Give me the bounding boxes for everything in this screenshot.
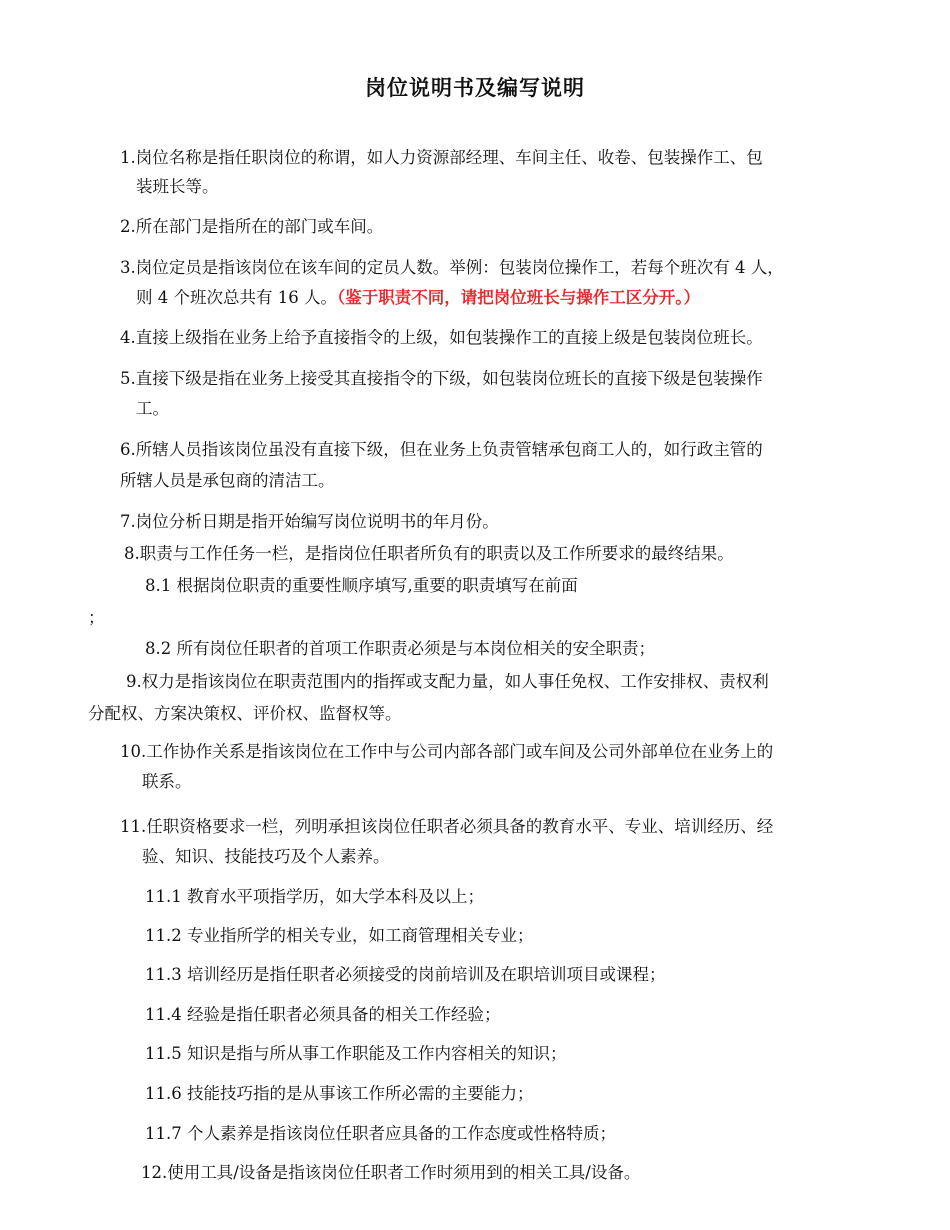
item-3-line-1: 3.岗位定员是指该岗位在该车间的定员人数。举例：包装岗位操作工，若每个班次有 4 人， bbox=[120, 258, 784, 277]
item-2: 2.所在部门是指所在的部门或车间。 bbox=[120, 217, 384, 236]
item-12: 12.使用工具/设备是指该岗位任职者工作时须用到的相关工具/设备。 bbox=[141, 1163, 641, 1182]
item-1-line-2: 装班长等。 bbox=[136, 177, 219, 196]
item-10-line-1: 10.工作协作关系是指该岗位在工作中与公司内部各部门或车间及公司外部单位在业务上的 bbox=[120, 742, 774, 761]
page-title: 岗位说明书及编写说明 bbox=[365, 76, 585, 100]
item-11-3: 11.3 培训经历是指任职者必须接受的岗前培训及在职培训项目或课程； bbox=[145, 965, 666, 984]
item-11-line-1: 11.任职资格要求一栏，列明承担该岗位任职者必须具备的教育水平、专业、培训经历、经 bbox=[120, 817, 774, 836]
item-5-line-2: 工。 bbox=[136, 399, 169, 418]
item-11-1: 11.1 教育水平项指学历，如大学本科及以上； bbox=[145, 887, 484, 906]
item-7: 7.岗位分析日期是指开始编写岗位说明书的年月份。 bbox=[120, 512, 499, 531]
item-9-line-1: 9.权力是指该岗位在职责范围内的指挥或支配力量，如人事任免权、工作安排权、责权利 bbox=[126, 672, 769, 691]
item-6-line-2: 所辖人员是承包商的清洁工。 bbox=[120, 471, 335, 490]
item-6-line-1: 6.所辖人员指该岗位虽没有直接下级，但在业务上负责管辖承包商工人的，如行政主管的 bbox=[120, 440, 763, 459]
item-3-note-highlight: （鉴于职责不同，请把岗位班长与操作工区分开。） bbox=[336, 288, 700, 307]
item-11-2: 11.2 专业指所学的相关专业，如工商管理相关专业； bbox=[145, 926, 534, 945]
item-3-line-2 bbox=[136, 286, 700, 310]
item-8-1-tail: ； bbox=[88, 608, 105, 627]
item-8-2: 8.2 所有岗位任职者的首项工作职责必须是与本岗位相关的安全职责； bbox=[145, 639, 655, 658]
item-11-7: 11.7 个人素养是指该岗位任职者应具备的工作态度或性格特质； bbox=[145, 1124, 616, 1143]
item-8: 8.职责与工作任务一栏，是指岗位任职者所负有的职责以及工作所要求的最终结果。 bbox=[124, 544, 734, 563]
item-5-line-1: 5.直接下级是指在业务上接受其直接指令的下级，如包装岗位班长的直接下级是包装操作 bbox=[120, 369, 763, 388]
item-9-line-2: 分配权、方案决策权、评价权、监督权等。 bbox=[88, 704, 402, 723]
item-11-5: 11.5 知识是指与所从事工作职能及工作内容相关的知识； bbox=[145, 1044, 567, 1063]
item-11-4: 11.4 经验是指任职者必须具备的相关工作经验； bbox=[145, 1005, 501, 1024]
item-1-line-1: 1.岗位名称是指任职岗位的称谓，如人力资源部经理、车间主任、收卷、包装操作工、包 bbox=[120, 148, 763, 167]
item-4: 4.直接上级指在业务上给予直接指令的上级，如包装操作工的直接上级是包装岗位班长。 bbox=[120, 328, 763, 347]
item-11-line-2: 验、知识、技能技巧及个人素养。 bbox=[142, 847, 390, 866]
item-10-line-2: 联系。 bbox=[142, 772, 192, 791]
item-11-6: 11.6 技能技巧指的是从事该工作所必需的主要能力； bbox=[145, 1084, 534, 1103]
item-8-1: 8.1 根据岗位职责的重要性顺序填写,重要的职责填写在前面 bbox=[145, 576, 578, 595]
item-3-text: 则 4 个班次总共有 16 人。 bbox=[136, 288, 337, 307]
